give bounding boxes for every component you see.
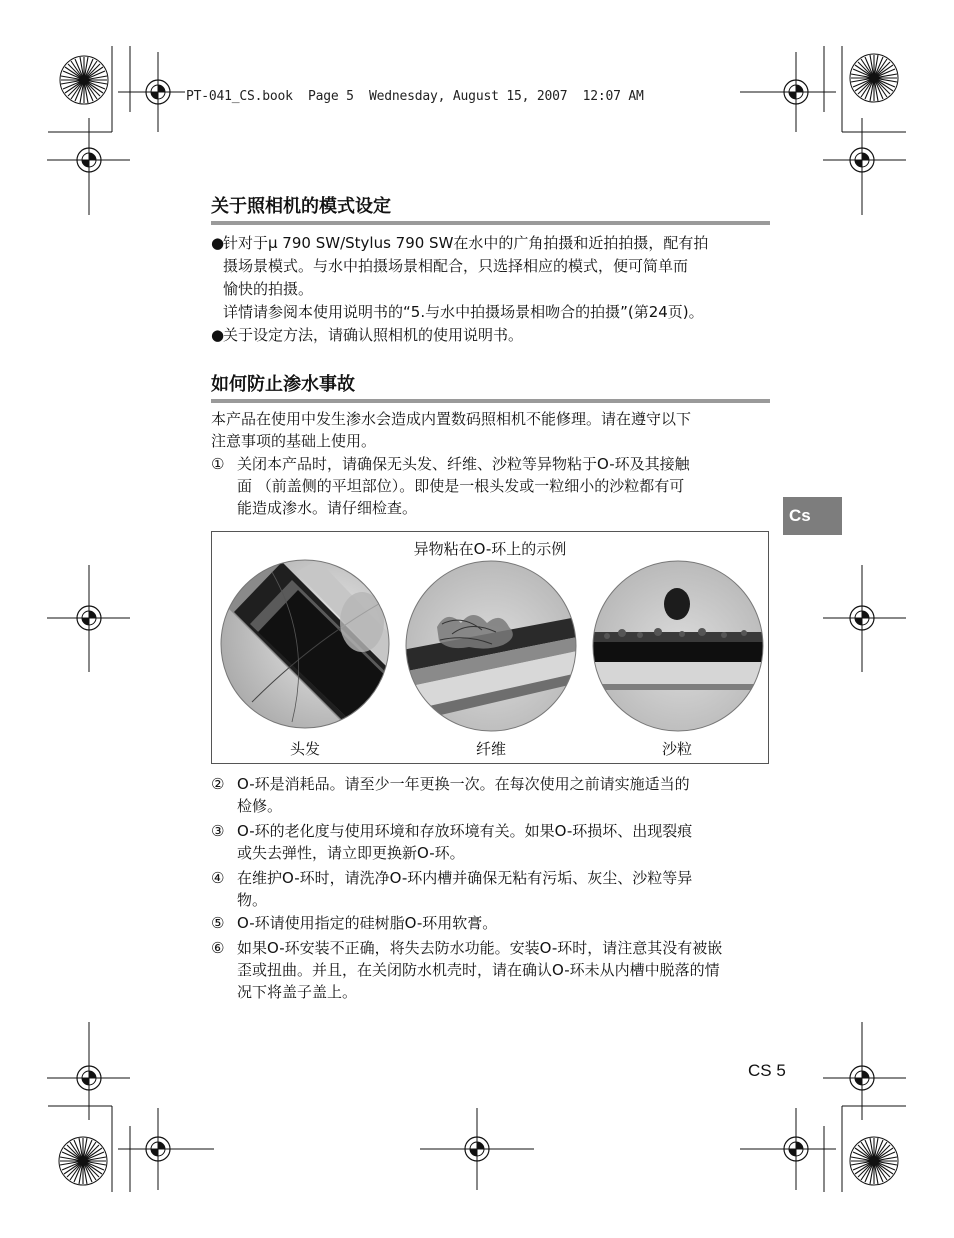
starburst-mark-icon: [850, 1137, 898, 1185]
bullet-item: [211, 324, 773, 347]
hair-photo: [212, 552, 432, 762]
item-number: ④: [211, 869, 225, 887]
caption-sand: 沙粒: [661, 740, 692, 758]
bullet-line: 详情请参阅本使用说明书的“5.与水中拍摄场景相吻合的拍摄”(第24页)。: [223, 303, 704, 321]
sand-photo: [582, 552, 768, 752]
section1-bullets: [211, 232, 773, 347]
o-ring-figure: [211, 531, 769, 764]
caption-hair: 头发: [289, 740, 320, 758]
item-number: ③: [211, 822, 225, 840]
item-line: 物。: [237, 891, 268, 909]
starburst-mark-icon: [60, 56, 108, 104]
item-line: 检修。: [237, 797, 283, 815]
figure-photos: [212, 532, 768, 763]
item-line: O-环是消耗品。请至少一年更换一次。在每次使用之前请实施适当的: [237, 775, 690, 793]
numbered-item-4: [211, 867, 771, 911]
caption-fiber: 纤维: [475, 740, 506, 758]
item-number: ①: [211, 455, 225, 473]
item-number: ⑤: [211, 914, 225, 932]
item-number: ⑥: [211, 939, 225, 957]
item-line: 在维护O-环时，请洗净O-环内槽并确保无粘有污垢、灰尘、沙粒等异: [237, 869, 693, 887]
bullet-item: [211, 232, 773, 324]
item-line: 歪或扭曲。并且，在关闭防水机壳时，请在确认O-环未从内槽中脱落的情: [237, 961, 720, 979]
numbered-item-3: [211, 820, 771, 864]
bullet-line: 针对于μ 790 SW/Stylus 790 SW在水中的广角拍摄和近拍拍摄，配有拍: [223, 234, 709, 252]
bullet-line: 愉快的拍摄。: [223, 280, 314, 298]
bullet-line: 摄场景模式。与水中拍摄场景相配合，只选择相应的模式，便可简单而: [223, 257, 689, 275]
section2-intro: [211, 408, 773, 452]
item-line: 面 （前盖侧的平坦部位）。即使是一根头发或一粒细小的沙粒都有可: [237, 477, 685, 495]
starburst-mark-icon: [59, 1137, 107, 1185]
language-tab: Cs: [783, 497, 842, 535]
bullet-icon: ●: [211, 234, 225, 252]
item-number: ②: [211, 775, 225, 793]
intro-line: 本产品在使用中发生渗水会造成内置数码照相机不能修理。请在遵守以下: [211, 410, 692, 428]
item-line: O-环的老化度与使用环境和存放环境有关。如果O-环损坏、出现裂痕: [237, 822, 693, 840]
numbered-item-5: [211, 912, 771, 934]
item-line: 或失去弹性，请立即更换新O-环。: [237, 844, 465, 862]
item-line: O-环请使用指定的硅树脂O-环用软膏。: [237, 914, 498, 932]
bullet-icon: ●: [211, 326, 225, 344]
section-heading-leak-prevention: 如何防止渗水事故: [211, 374, 770, 403]
bullet-line: 关于设定方法，请确认照相机的使用说明书。: [223, 326, 524, 344]
figure-title: 异物粘在O-环上的示例: [413, 540, 567, 558]
item-line: 况下将盖子盖上。: [237, 983, 358, 1001]
item-line: 关闭本产品时，请确保无头发、纤维、沙粒等异物粘于O-环及其接触: [237, 455, 690, 473]
fiber-photo: [392, 552, 592, 752]
print-header: PT-041_CS.book Page 5 Wednesday, August 15, 2007 12:07 AM: [186, 89, 644, 104]
item-line: 能造成渗水。请仔细检查。: [237, 499, 418, 517]
item-line: 如果O-环安装不正确，将失去防水功能。安装O-环时，请注意其没有被嵌: [237, 939, 723, 957]
starburst-mark-icon: [850, 54, 898, 102]
numbered-item-1: [211, 453, 771, 519]
section-heading-mode-setting: 关于照相机的模式设定: [211, 196, 770, 225]
numbered-item-6: [211, 937, 771, 1003]
numbered-item-2: [211, 773, 771, 817]
page-number: CS 5: [748, 1061, 786, 1080]
intro-line: 注意事项的基础上使用。: [211, 432, 377, 450]
